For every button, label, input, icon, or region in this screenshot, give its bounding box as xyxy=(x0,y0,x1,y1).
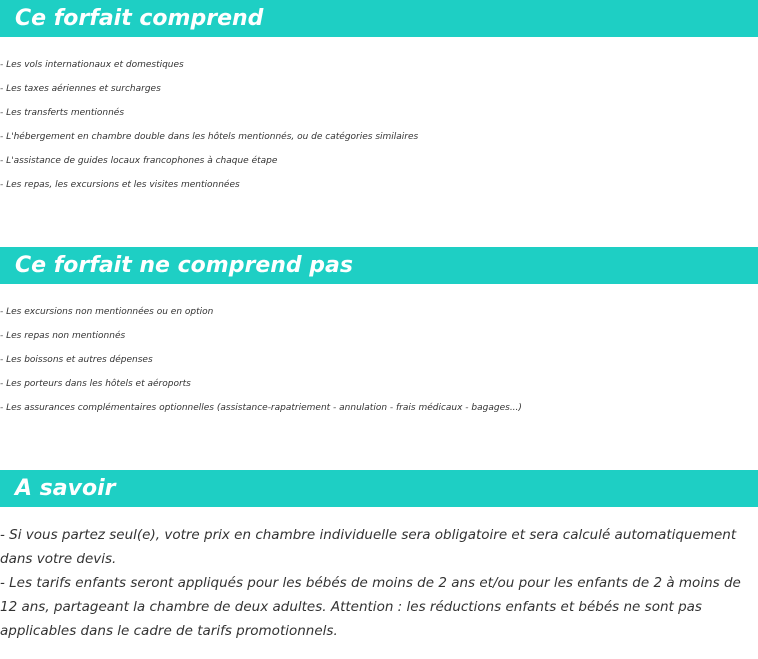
list-item: - Les excursions non mentionnées ou en option xyxy=(0,307,214,317)
info-paragraph: - Si vous partez seul(e), votre prix en chambre individuelle sera obligatoire et sera calculé automatiquement dans votre devis. xyxy=(0,527,737,567)
list-item: - L'assistance de guides locaux francophones à chaque étape xyxy=(0,156,278,166)
info-text xyxy=(0,523,752,643)
info-title: A savoir xyxy=(0,470,758,507)
list-item: - Les taxes aériennes et surcharges xyxy=(0,84,161,94)
list-item: - Les assurances complémentaires optionnelles (assistance-rapatriement - annulation - frais médicaux - bagages...) xyxy=(0,403,522,413)
list-item: - Les vols internationaux et domestiques xyxy=(0,60,184,70)
list-item: - Les boissons et autres dépenses xyxy=(0,355,153,365)
info-section xyxy=(0,470,758,643)
excluded-title: Ce forfait ne comprend pas xyxy=(0,247,758,284)
info-paragraph: - Les tarifs enfants seront appliqués pour les bébés de moins de 2 ans et/ou pour les enfants de 2 à moins de 12 ans, partageant la chambre de deux adultes. Attention : les réductions enfants et bébés ne sont pas applicables dans le cadre de tarifs promotionnels. xyxy=(0,575,741,639)
list-item: - Les transferts mentionnés xyxy=(0,108,125,118)
list-item: - Les porteurs dans les hôtels et aéroports xyxy=(0,379,191,389)
excluded-list xyxy=(0,300,758,420)
included-title: Ce forfait comprend xyxy=(0,0,758,37)
included-section xyxy=(0,0,758,197)
list-item: - L'hébergement en chambre double dans les hôtels mentionnés, ou de catégories similaires xyxy=(0,132,419,142)
included-list xyxy=(0,53,758,197)
list-item: - Les repas, les excursions et les visites mentionnées xyxy=(0,180,240,190)
list-item: - Les repas non mentionnés xyxy=(0,331,126,341)
excluded-section xyxy=(0,247,758,420)
